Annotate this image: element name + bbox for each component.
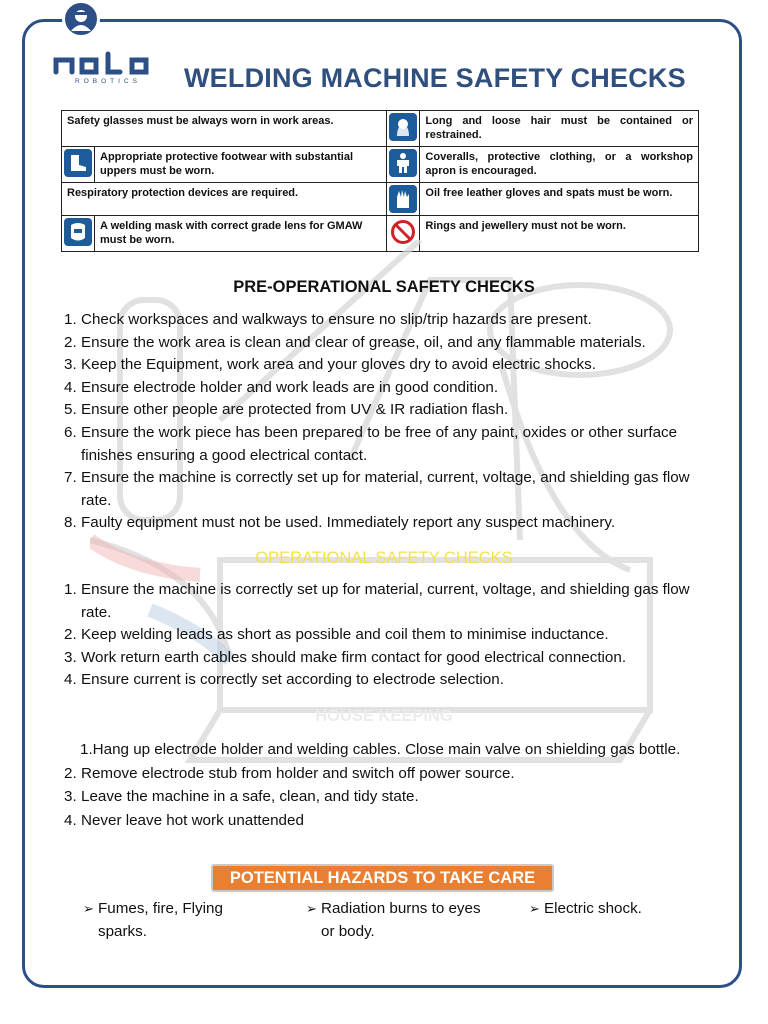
item-number: 7. bbox=[64, 469, 77, 487]
item-text: Ensure the machine is correctly set up for material, current, voltage, and shielding gas flow rate. bbox=[81, 581, 690, 621]
safety-boot-icon bbox=[64, 149, 92, 177]
arrow-bullet-icon: ➢ bbox=[83, 901, 94, 916]
item-text: Ensure the machine is correctly set up for material, current, voltage, and shielding gas flow rate. bbox=[81, 469, 690, 509]
hazard-text: Electric shock. bbox=[544, 900, 642, 917]
ppe-cell bbox=[420, 111, 699, 147]
item-text: Ensure current is correctly set according to electrode selection. bbox=[81, 671, 504, 689]
item-text: Check workspaces and walkways to ensure no slip/trip hazards are present. bbox=[81, 311, 592, 328]
ppe-cell bbox=[95, 147, 387, 183]
no-jewellery-icon bbox=[389, 218, 417, 246]
list-item bbox=[64, 785, 684, 809]
list-item bbox=[64, 624, 704, 647]
welding-mask-icon bbox=[64, 218, 92, 246]
nala-logo bbox=[52, 50, 164, 84]
item-text: Ensure electrode holder and work leads are in good condition. bbox=[81, 378, 499, 396]
ppe-cell bbox=[420, 216, 699, 252]
item-number: 4. bbox=[64, 671, 77, 689]
hazard-text: Radiation burns to eyes or body. bbox=[321, 900, 481, 940]
item-number: 2. bbox=[64, 764, 77, 782]
ppe-cell bbox=[62, 183, 387, 216]
item-text: Ensure the work piece has been prepared to be free of any paint, oxides or other surface finishes ensuring a good electrical contact. bbox=[81, 423, 678, 464]
long-hair-icon bbox=[389, 113, 417, 141]
operational-list bbox=[64, 579, 704, 692]
list-item bbox=[64, 309, 704, 332]
hazard-item bbox=[83, 897, 268, 943]
housekeeping-heading: HOUSE KEEPING bbox=[315, 707, 453, 725]
ppe-text: A welding mask with correct grade lens for GMAW must be worn. bbox=[100, 220, 363, 246]
list-item bbox=[64, 809, 684, 833]
list-item bbox=[64, 354, 704, 377]
ppe-row bbox=[62, 216, 699, 252]
ppe-icon-cell bbox=[62, 147, 95, 183]
list-item bbox=[64, 399, 704, 422]
page-title: WELDING MACHINE SAFETY CHECKS bbox=[184, 63, 686, 93]
hazard-text: Fumes, fire, Flying sparks. bbox=[98, 900, 223, 940]
list-item bbox=[64, 669, 704, 692]
arrow-bullet-icon: ➢ bbox=[306, 901, 317, 916]
item-text: Ensure other people are protected from UV & IR radiation flash. bbox=[81, 401, 509, 419]
item-text: Leave the machine in a safe, clean, and tidy state. bbox=[81, 788, 419, 805]
ppe-icon-cell bbox=[387, 147, 420, 183]
item-number: 2. bbox=[64, 333, 77, 351]
item-number: 3. bbox=[64, 788, 77, 805]
item-text: Faulty equipment must not be used. Immediately report any suspect machinery. bbox=[81, 514, 616, 532]
item-number: 5. bbox=[64, 401, 77, 419]
item-number: 3. bbox=[64, 648, 77, 666]
item-number: 1. bbox=[64, 311, 77, 328]
operational-heading: OPERATIONAL SAFETY CHECKS bbox=[255, 549, 513, 567]
item-text: Remove electrode stub from holder and switch off power source. bbox=[81, 764, 515, 782]
item-number: 4. bbox=[64, 811, 77, 829]
item-number: 2. bbox=[64, 626, 77, 644]
item-text: Keep the Equipment, work area and your gloves dry to avoid electric shocks. bbox=[81, 356, 596, 374]
list-item bbox=[64, 738, 684, 762]
ppe-cell bbox=[420, 147, 699, 183]
ppe-row bbox=[62, 183, 699, 216]
ppe-text: Appropriate protective footwear with substantial uppers must be worn. bbox=[100, 151, 354, 177]
ppe-icon-cell bbox=[387, 183, 420, 216]
list-item bbox=[64, 332, 704, 355]
item-number: 6. bbox=[64, 423, 77, 441]
item-text: Ensure the work area is clean and clear of grease, oil, and any flammable materials. bbox=[81, 333, 646, 351]
item-number: 8. bbox=[64, 514, 77, 532]
item-number: 4. bbox=[64, 378, 77, 396]
gloves-icon bbox=[389, 185, 417, 213]
arrow-bullet-icon: ➢ bbox=[529, 901, 540, 916]
list-item bbox=[64, 467, 706, 512]
ppe-text: Safety glasses must be always worn in work areas. bbox=[67, 115, 334, 127]
list-item bbox=[64, 647, 704, 670]
list-item bbox=[64, 762, 684, 786]
coveralls-icon bbox=[389, 149, 417, 177]
ppe-row bbox=[62, 147, 699, 183]
item-number: 1. bbox=[64, 581, 77, 598]
ppe-text: Long and loose hair must be contained or restrained. bbox=[425, 115, 693, 141]
ppe-text: Oil free leather gloves and spats must be worn. bbox=[425, 187, 673, 199]
item-number: 3. bbox=[64, 356, 77, 374]
list-item bbox=[64, 579, 706, 624]
ppe-icon-cell bbox=[387, 216, 420, 252]
ppe-icon-cell bbox=[62, 216, 95, 252]
worker-badge-icon bbox=[62, 0, 100, 38]
ppe-cell bbox=[420, 183, 699, 216]
ppe-text: Respiratory protection devices are required. bbox=[67, 187, 299, 199]
housekeeping-list bbox=[64, 738, 684, 832]
item-text: Work return earth cables should make firm contact for good electrical connection. bbox=[81, 648, 627, 666]
ppe-text: Rings and jewellery must not be worn. bbox=[425, 220, 626, 232]
ppe-table bbox=[61, 110, 699, 252]
item-text: Never leave hot work unattended bbox=[81, 811, 304, 829]
list-item bbox=[64, 512, 704, 535]
ppe-row bbox=[62, 111, 699, 147]
hazard-item bbox=[306, 897, 491, 943]
hazard-item bbox=[529, 897, 704, 920]
pre-operational-list bbox=[64, 309, 704, 535]
item-text: Hang up electrode holder and welding cables. Close main valve on shielding gas bottle. bbox=[92, 741, 681, 758]
item-number: 1. bbox=[80, 741, 93, 758]
svg-text:ROBOTICS: ROBOTICS bbox=[75, 78, 141, 84]
ppe-icon-cell bbox=[387, 111, 420, 147]
ppe-cell bbox=[62, 111, 387, 147]
item-text: Keep welding leads as short as possible and coil them to minimise inductance. bbox=[81, 626, 609, 644]
list-item bbox=[64, 422, 691, 467]
hazards-heading: POTENTIAL HAZARDS TO TAKE CARE bbox=[211, 864, 554, 892]
pre-operational-heading: PRE-OPERATIONAL SAFETY CHECKS bbox=[233, 278, 535, 296]
list-item bbox=[64, 377, 704, 400]
ppe-text: Coveralls, protective clothing, or a workshop apron is encouraged. bbox=[425, 151, 693, 177]
ppe-cell bbox=[95, 216, 387, 252]
